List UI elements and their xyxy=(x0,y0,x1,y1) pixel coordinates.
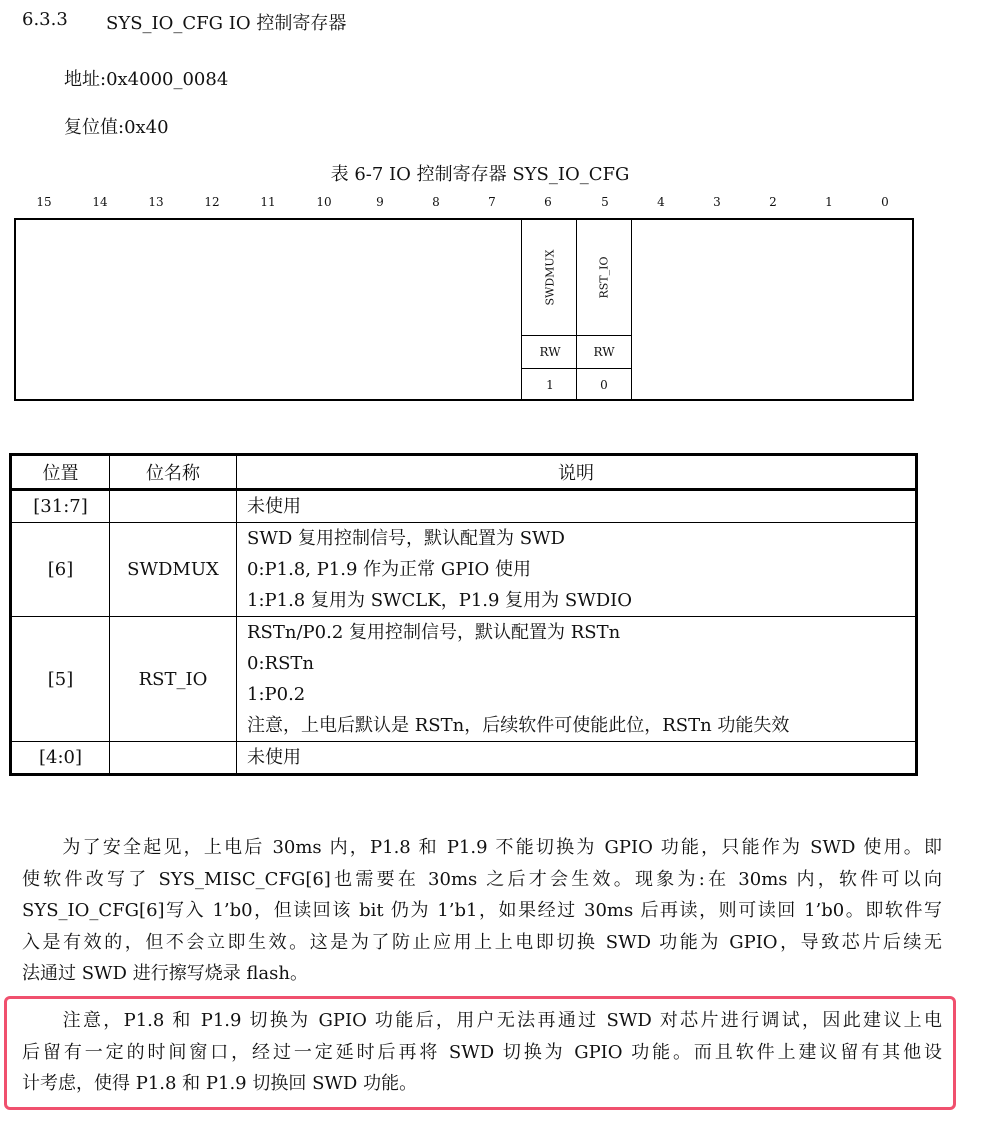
field-reset: 0 xyxy=(600,378,608,392)
cell-position: [4:0] xyxy=(11,742,110,775)
cell-position: [6] xyxy=(11,523,110,617)
safety-paragraph xyxy=(22,832,942,990)
register-figure-caption: 表 6-7 IO 控制寄存器 SYS_IO_CFG xyxy=(330,164,630,185)
bit-number: 3 xyxy=(713,195,721,209)
register-address: 地址:0x4000_0084 xyxy=(64,69,229,90)
table-row xyxy=(11,742,917,775)
field-description-table xyxy=(9,453,918,776)
register-reset-value: 复位值:0x40 xyxy=(64,117,169,138)
paragraph-line: 入是有效的，但不会立即生效。这是为了防止应用上上电即切换 SWD 功能为 GPIO，导致芯片后续无 xyxy=(22,931,942,953)
bit-number: 14 xyxy=(92,195,108,209)
bit-number: 13 xyxy=(148,195,164,209)
bit-number: 11 xyxy=(260,195,276,209)
cell-description: SWD 复用控制信号，默认配置为 SWD 0:P1.8, P1.9 作为正常 GPIO 使用 1:P1.8 复用为 SWCLK，P1.9 复用为 SWDIO xyxy=(237,523,917,617)
paragraph-line: 为了安全起见，上电后 30ms 内，P1.8 和 P1.9 不能切换为 GPIO 功能，只能作为 SWD 使用。即 xyxy=(22,837,942,858)
cell-position: [31:7] xyxy=(11,490,110,523)
paragraph-line: 使软件改写了 SYS_MISC_CFG[6]也需要在 30ms 之后才会生效。现象为:在 30ms 内，软件可以向 xyxy=(22,868,942,890)
bit-number: 1 xyxy=(825,195,833,209)
cell-position: [5] xyxy=(11,617,110,742)
header-position: 位置 xyxy=(11,455,110,490)
section-number: 6.3.3 xyxy=(22,9,68,30)
bit-number: 7 xyxy=(488,195,496,209)
bit-number: 4 xyxy=(657,195,665,209)
bit-number: 2 xyxy=(769,195,777,209)
paragraph-line: 计考虑，使得 P1.8 和 P1.9 切换回 SWD 功能。 xyxy=(22,1073,418,1094)
field-access: RW xyxy=(576,336,632,369)
paragraph-line: 后留有一定的时间窗口，经过一定延时后再将 SWD 切换为 GPIO 功能。而且软件上建议留有其他设 xyxy=(22,1041,942,1063)
cell-name xyxy=(110,742,237,775)
bit-number: 10 xyxy=(316,195,332,209)
paragraph-line: 注意，P1.8 和 P1.9 切换为 GPIO 功能后，用户无法再通过 SWD 对芯片进行调试，因此建议上电 xyxy=(22,1010,942,1031)
bit-number: 8 xyxy=(432,195,440,209)
cell-name: SWDMUX xyxy=(110,523,237,617)
cell-name xyxy=(110,490,237,523)
header-description: 说明 xyxy=(237,455,917,490)
paragraph-line: SYS_IO_CFG[6]写入 1’b0，但读回该 bit 仍为 1’b1，如果经过 30ms 后再读，则可读回 1’b0。即软件写 xyxy=(22,900,942,921)
register-bit-diagram xyxy=(14,218,914,401)
table-row xyxy=(11,523,917,617)
table-row xyxy=(11,490,917,523)
cell-name: RST_IO xyxy=(110,617,237,742)
field-reset: 1 xyxy=(546,378,554,392)
cell-description: RSTn/P0.2 复用控制信号，默认配置为 RSTn 0:RSTn 1:P0.2 注意，上电后默认是 RSTn，后续软件可使能此位，RSTn 功能失效 xyxy=(237,617,917,742)
cell-description: 未使用 xyxy=(237,490,917,523)
section-title: SYS_IO_CFG IO 控制寄存器 xyxy=(106,13,347,34)
bit-number: 5 xyxy=(601,195,609,209)
register-field-swdmux xyxy=(521,220,577,401)
note-paragraph xyxy=(22,1005,942,1100)
table-header-row xyxy=(11,455,917,490)
paragraph-line: 法通过 SWD 进行擦写烧录 flash。 xyxy=(22,963,308,984)
field-access: RW xyxy=(522,336,578,369)
field-name: SWDMUX xyxy=(543,249,557,306)
register-field-rst-io xyxy=(576,220,632,401)
bit-number: 9 xyxy=(376,195,384,209)
bit-number: 15 xyxy=(36,195,52,209)
table-row xyxy=(11,617,917,742)
field-name: RST_IO xyxy=(597,256,611,299)
cell-description: 未使用 xyxy=(237,742,917,775)
bit-number: 12 xyxy=(204,195,220,209)
bit-number: 0 xyxy=(881,195,889,209)
header-field-name: 位名称 xyxy=(110,455,237,490)
bit-number: 6 xyxy=(544,195,552,209)
